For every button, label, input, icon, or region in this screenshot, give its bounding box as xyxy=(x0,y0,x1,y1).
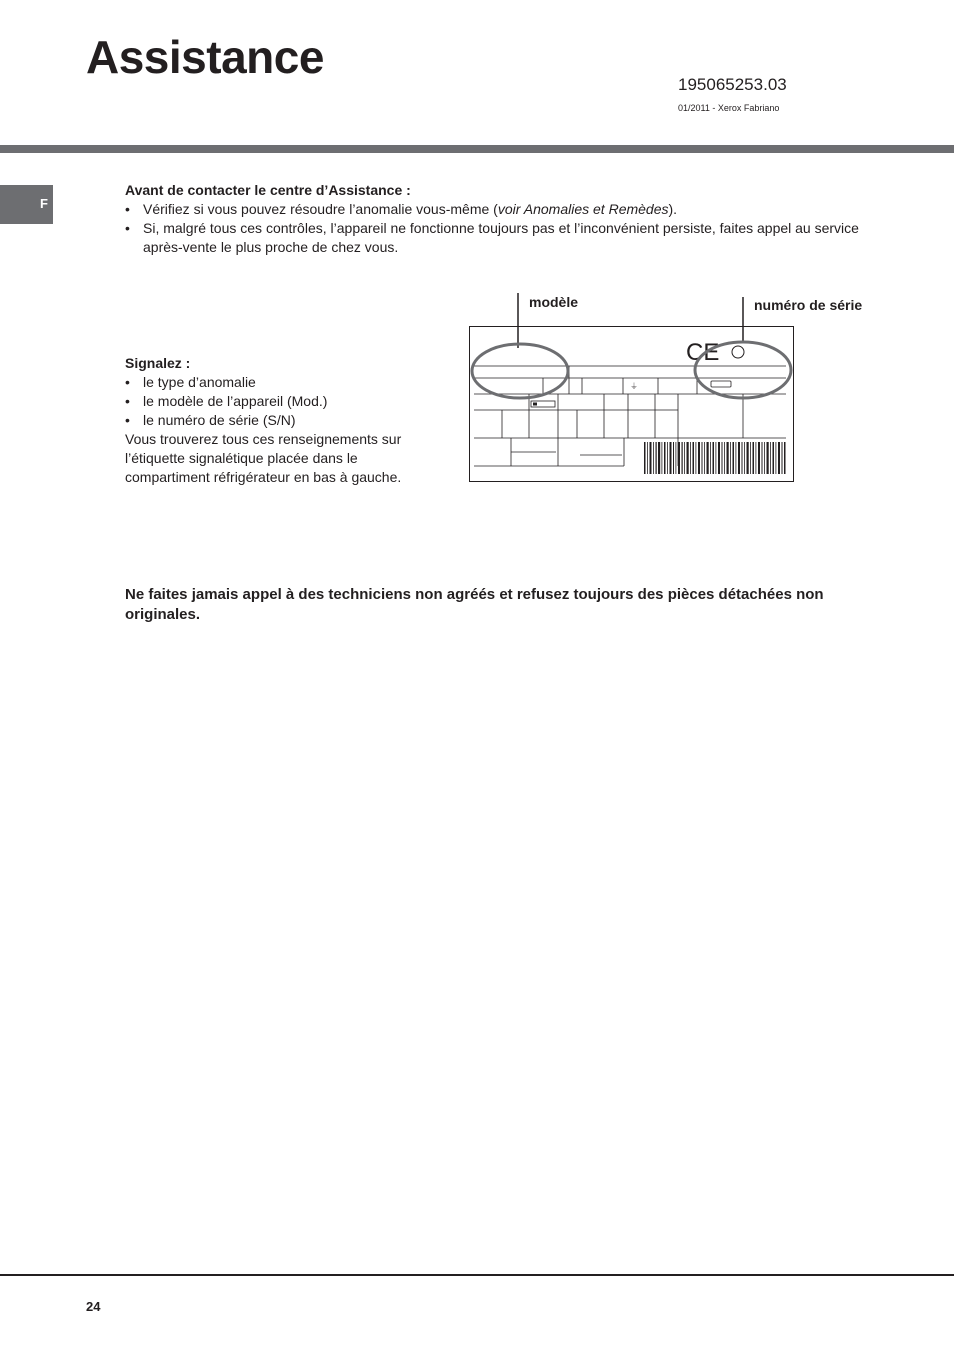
document-meta: 01/2011 - Xerox Fabriano xyxy=(678,103,780,113)
callout-serial-number: numéro de série xyxy=(754,297,863,313)
report-item-text: le numéro de série (S/N) xyxy=(143,412,296,428)
star-rating-fill xyxy=(533,403,537,406)
intro-heading: Avant de contacter le centre d’Assistance : xyxy=(125,182,411,198)
callout-model: modèle xyxy=(529,294,579,310)
bullet-dot: • xyxy=(125,412,130,428)
report-item-text: le modèle de l’appareil (Mod.) xyxy=(143,393,328,409)
report-item xyxy=(125,373,445,392)
report-item xyxy=(125,411,445,430)
ce-mark: CE xyxy=(686,339,720,366)
report-heading: Signalez : xyxy=(125,355,191,371)
bullet-dot: • xyxy=(125,374,130,390)
page-number: 24 xyxy=(86,1299,101,1314)
rating-label-outline xyxy=(470,327,794,482)
intro-bullet-1 xyxy=(125,200,885,219)
intro-bullet-1-reference: voir Anomalies et Remèdes xyxy=(497,201,669,217)
report-note: Vous trouverez tous ces renseignements sur l’étiquette signalétique placée dans le compartiment réfrigérateur en bas à gauche. xyxy=(125,431,402,485)
intro-bullet-1-text: Vérifiez si vous pouvez résoudre l’anomalie vous-même ( xyxy=(143,201,498,217)
plug-icon: ⏚ xyxy=(630,382,638,391)
intro-section xyxy=(125,181,885,257)
intro-bullet-2-text: Si, malgré tous ces contrôles, l’appareil ne fonctionne toujours pas et l’inconvénient persiste, faites appel au service après-vente le plus proche de chez vous. xyxy=(143,220,859,255)
intro-bullet-2 xyxy=(125,219,871,257)
warning-text: Ne faites jamais appel à des techniciens non agréés et refusez toujours des pièces détachées non originales. xyxy=(125,586,824,623)
rating-label-illustration xyxy=(460,290,800,490)
report-item-text: le type d’anomalie xyxy=(143,374,256,390)
language-tab xyxy=(0,185,53,224)
report-section xyxy=(125,354,445,487)
intro-bullet-1-tail: ). xyxy=(668,201,678,217)
bullet-dot: • xyxy=(125,201,130,217)
report-item xyxy=(125,392,445,411)
language-tab-label: F xyxy=(40,196,48,211)
header-divider xyxy=(0,145,954,153)
page-title: Assistance xyxy=(86,31,324,83)
footer-divider xyxy=(0,1274,954,1276)
document-number: 195065253.03 xyxy=(678,75,787,94)
bullet-dot: • xyxy=(125,220,130,236)
bullet-dot: • xyxy=(125,393,130,409)
